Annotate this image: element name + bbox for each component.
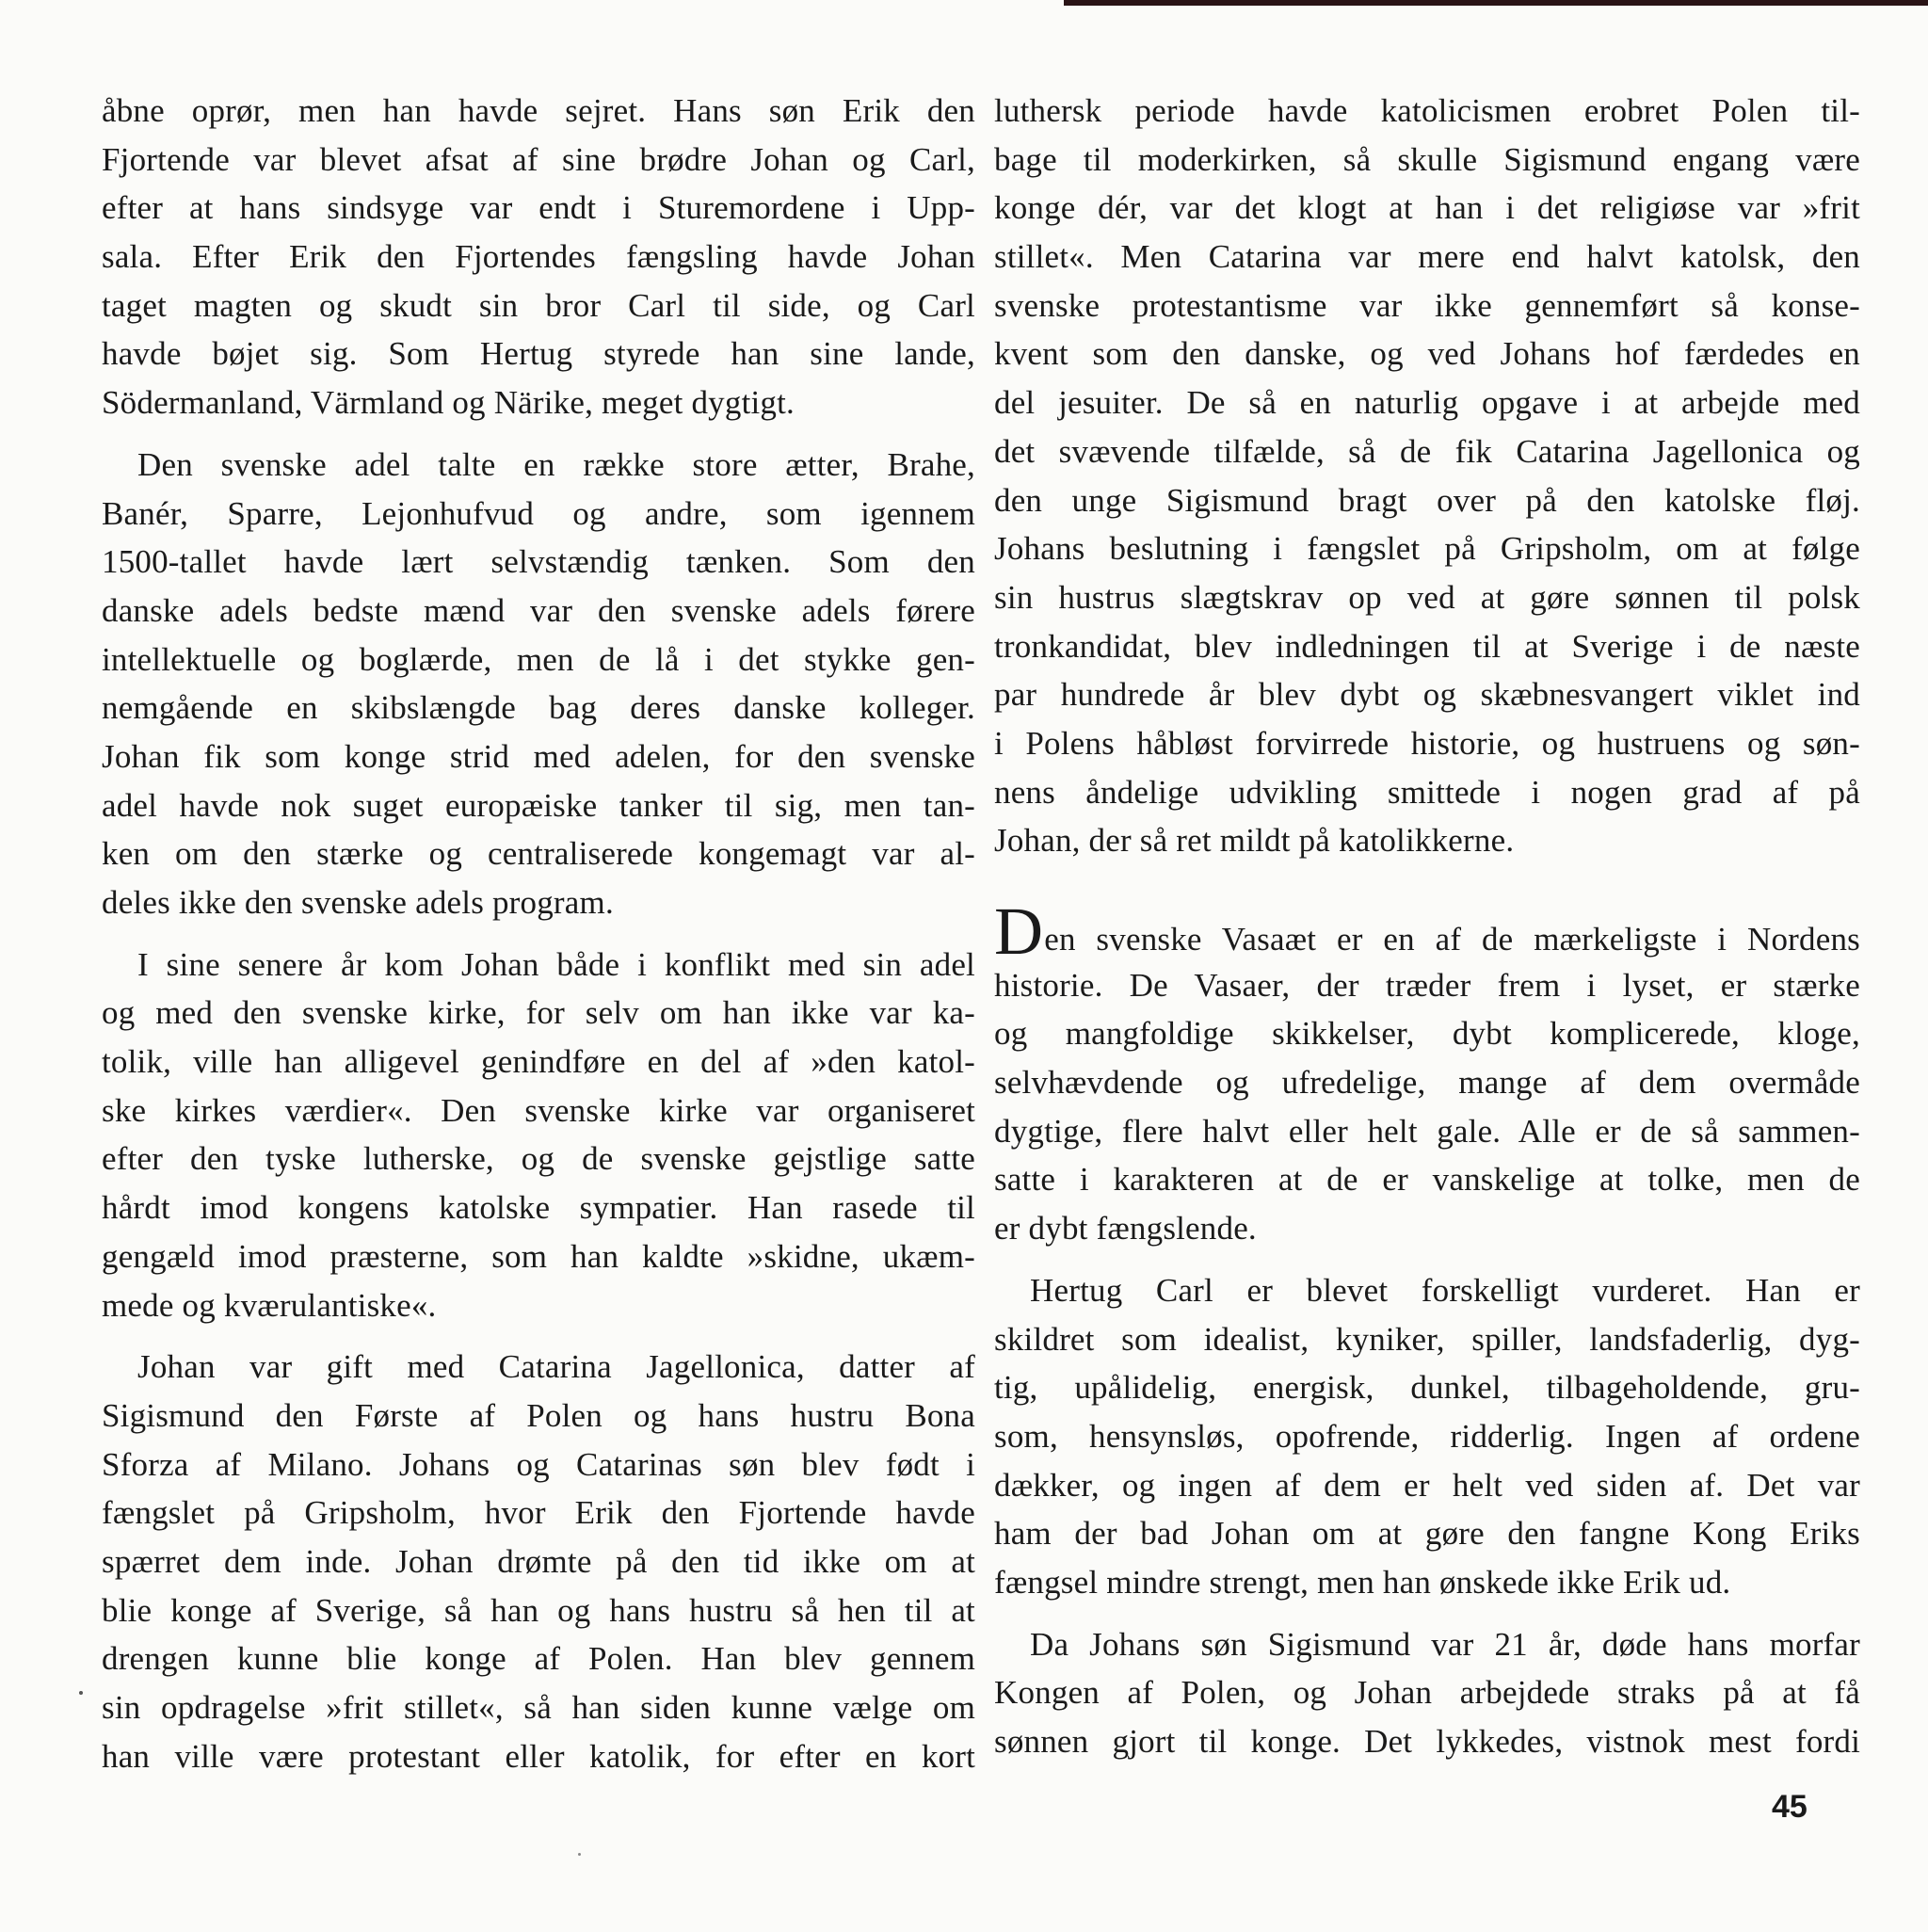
text-line-content: gengæld imod præsterne, som han kaldte »skidne, ukæm- — [102, 1237, 975, 1275]
page-number: 45 — [1772, 1789, 1808, 1825]
text-line — [102, 1038, 975, 1087]
text-line-content: Johans beslutning i fængslet på Gripsholm, om at følge — [994, 530, 1860, 568]
text-line — [994, 1155, 1860, 1204]
text-line — [102, 941, 975, 990]
text-line — [994, 87, 1860, 136]
right-column-paragraph-block — [994, 87, 1860, 865]
text-line — [102, 378, 975, 427]
text-line — [994, 670, 1860, 719]
scan-speck — [79, 1691, 83, 1695]
text-line-content: 1500-tallet havde lært selvstændig tænken. Som den — [102, 543, 975, 581]
text-line — [102, 733, 975, 781]
text-line-content: mede og kværulantiske«. — [102, 1286, 437, 1324]
text-line-content: ske kirkes værdier«. Den svenske kirke var organiseret — [102, 1091, 975, 1129]
text-line-content: danske adels bedste mænd var den svenske adels førere — [102, 591, 975, 629]
text-line — [994, 427, 1860, 476]
text-line — [102, 1441, 975, 1489]
text-line-content: Den svenske adel talte en række store ætter, Brahe, — [137, 445, 975, 483]
text-line-content: dækker, og ingen af dem er helt ved siden af. Det var — [994, 1466, 1860, 1504]
text-line — [102, 1634, 975, 1683]
text-line — [994, 136, 1860, 185]
right-text-column — [994, 87, 1860, 1766]
text-line — [102, 330, 975, 378]
text-line — [102, 1586, 975, 1635]
text-line — [994, 184, 1860, 233]
right-column-section-block — [994, 894, 1860, 1766]
text-line — [102, 441, 975, 490]
text-line-content: tolik, ville han alligevel genindføre en del af »den katol- — [102, 1043, 975, 1081]
text-line-content: intellektuelle og boglærde, men de lå i det stykke gen- — [102, 640, 975, 678]
text-line — [994, 1204, 1860, 1253]
text-line-content: er dybt fængslende. — [994, 1210, 1257, 1248]
text-line — [994, 378, 1860, 427]
text-line-content: åbne oprør, men han havde sejret. Hans søn Erik den — [102, 92, 975, 129]
text-line — [994, 1558, 1860, 1607]
text-line — [102, 1232, 975, 1281]
text-line — [102, 1392, 975, 1441]
text-line — [994, 1363, 1860, 1412]
text-line-content: par hundrede år blev dybt og skæbnesvangert viklet ind — [994, 676, 1860, 714]
text-line-content: Fjortende var blevet afsat af sine brødre Johan og Carl, — [102, 140, 975, 178]
text-line-content: sin opdragelse »frit stillet«, så han siden kunne vælge om — [102, 1689, 975, 1726]
text-line-content: hårdt imod kongens katolske sympatier. Han rasede til — [102, 1189, 975, 1227]
text-line-content: Sigismund den Første af Polen og hans hustru Bona — [102, 1396, 975, 1434]
text-line — [994, 768, 1860, 817]
text-line — [102, 136, 975, 185]
paragraph-gap — [102, 1329, 975, 1343]
text-line — [994, 1058, 1860, 1107]
text-line-content: adel havde nok suget europæiske tanker til sig, men tan- — [102, 786, 975, 824]
text-line-content: en svenske Vasaæt er en af de mærkeligste i Nordens — [1044, 921, 1860, 958]
text-line-content: fængsel mindre strengt, men han ønskede ikke Erik ud. — [994, 1563, 1731, 1601]
text-line-content: som, hensynsløs, opofrende, ridderlig. Ingen af ordene — [994, 1417, 1860, 1455]
text-line — [102, 1489, 975, 1538]
text-line-content: Da Johans søn Sigismund var 21 år, døde hans morfar — [1030, 1625, 1860, 1663]
scan-speck — [578, 1853, 581, 1856]
text-line — [102, 684, 975, 733]
text-line-content: I sine senere år kom Johan både i konflikt med sin adel — [137, 945, 975, 983]
text-line — [102, 87, 975, 136]
text-line — [994, 622, 1860, 671]
text-line-content: Kongen af Polen, og Johan arbejdede straks på at få — [994, 1674, 1860, 1712]
text-line — [102, 1538, 975, 1586]
text-line — [994, 1620, 1860, 1669]
text-line-content: satte i karakteren at de er vanskelige at tolke, men de — [994, 1161, 1860, 1199]
text-line-content: ham der bad Johan om at gøre den fangne Kong Eriks — [994, 1515, 1860, 1553]
text-line-content: og mangfoldige skikkelser, dybt komplicerede, kloge, — [994, 1015, 1860, 1053]
text-line — [102, 1732, 975, 1781]
text-line-content: dygtige, flere halvt eller helt gale. Alle er de så sammen- — [994, 1112, 1860, 1150]
text-line-content: blie konge af Sverige, så han og hans hustru så hen til at — [102, 1591, 975, 1629]
text-line-content: tig, upålidelig, energisk, dunkel, tilbageholdende, gru- — [994, 1369, 1860, 1407]
text-line-content: Banér, Sparre, Lejonhufvud og andre, som igennem — [102, 494, 975, 532]
text-line — [994, 719, 1860, 768]
text-line-content: luthersk periode havde katolicismen erobret Polen til- — [994, 92, 1860, 129]
drop-cap: D — [994, 894, 1044, 969]
text-line — [102, 829, 975, 878]
text-line-content: i Polens håbløst forvirrede historie, og hustruens og søn- — [994, 724, 1860, 762]
text-line-content: og med den svenske kirke, for selv om han ikke var ka- — [102, 994, 975, 1032]
text-line-content: sønnen gjort til konge. Det lykkedes, vistnok mest fordi — [994, 1723, 1860, 1760]
text-line-content: den unge Sigismund bragt over på den katolske fløj. — [994, 481, 1860, 519]
text-line-content: sala. Efter Erik den Fjortendes fængsling havde Johan — [102, 238, 975, 276]
text-line — [102, 636, 975, 684]
text-line — [994, 894, 1860, 969]
text-line — [102, 233, 975, 282]
text-line — [994, 524, 1860, 573]
text-line-content: Sforza af Milano. Johans og Catarinas søn blev født i — [102, 1445, 975, 1483]
text-line — [994, 961, 1860, 1010]
text-line — [994, 1668, 1860, 1717]
text-line-content: historie. De Vasaer, der træder frem i lyset, er stærke — [994, 966, 1860, 1004]
text-line — [994, 1461, 1860, 1510]
text-line-content: Hertug Carl er blevet forskelligt vurderet. Han er — [1030, 1271, 1860, 1309]
text-line-content: svenske protestantisme var ikke gennemført så konse- — [994, 286, 1860, 324]
text-line-content: del jesuiter. De så en naturlig opgave i at arbejde med — [994, 384, 1860, 422]
text-line — [994, 573, 1860, 622]
text-line — [994, 1412, 1860, 1461]
text-line — [994, 1009, 1860, 1058]
top-edge-rule — [1064, 0, 1928, 6]
text-line — [102, 989, 975, 1038]
text-line-content: Johan, der så ret mildt på katolikkerne. — [994, 822, 1515, 860]
text-line-content: konge dér, var det klogt at han i det religiøse var »frit — [994, 189, 1860, 227]
text-line — [994, 1107, 1860, 1156]
text-line-content: han ville være protestant eller katolik, for efter en kort — [102, 1737, 975, 1775]
text-line — [102, 1183, 975, 1232]
text-line-content: taget magten og skudt sin bror Carl til side, og Carl — [102, 286, 975, 324]
text-line-content: bage til moderkirken, så skulle Sigismund engang være — [994, 140, 1860, 178]
text-line-content: tronkandidat, blev indledningen til at Sverige i de næste — [994, 627, 1860, 665]
text-line — [102, 1087, 975, 1135]
text-line — [102, 878, 975, 927]
text-line — [102, 1281, 975, 1330]
paragraph-gap — [102, 927, 975, 941]
text-line — [994, 330, 1860, 378]
text-line-content: ken om den stærke og centraliserede kongemagt var al- — [102, 835, 975, 873]
text-line-content: spærret dem inde. Johan drømte på den tid ikke om at — [102, 1542, 975, 1580]
text-line — [994, 1717, 1860, 1766]
text-line — [102, 282, 975, 330]
text-line — [994, 1509, 1860, 1558]
text-line — [994, 1315, 1860, 1364]
text-line — [102, 1135, 975, 1183]
paragraph-gap — [994, 1253, 1860, 1266]
text-line-content: kvent som den danske, og ved Johans hof færdedes en — [994, 335, 1860, 373]
text-line-content: drengen kunne blie konge af Polen. Han blev gennem — [102, 1640, 975, 1678]
text-line-content: nens åndelige udvikling smittede i nogen grad af på — [994, 773, 1860, 811]
text-line-content: havde bøjet sig. Som Hertug styrede han sine lande, — [102, 335, 975, 373]
text-line-content: skildret som idealist, kyniker, spiller, landsfaderlig, dyg- — [994, 1320, 1860, 1358]
left-text-column — [102, 87, 975, 1780]
text-line-content: nemgående en skibslængde bag deres danske kolleger. — [102, 689, 975, 727]
text-line — [102, 538, 975, 587]
paragraph-gap — [102, 427, 975, 441]
paragraph-gap — [994, 1607, 1860, 1620]
text-line — [102, 587, 975, 636]
text-line-content: deles ikke den svenske adels program. — [102, 884, 614, 921]
text-line — [102, 490, 975, 539]
text-line-content: selvhævdende og ufredelige, mange af dem overmåde — [994, 1064, 1860, 1102]
text-line-content: efter at hans sindsyge var endt i Sturemordene i Upp- — [102, 189, 975, 227]
text-line-content: det svævende tilfælde, så de fik Catarina Jagellonica og — [994, 432, 1860, 470]
text-line-content: Johan fik som konge strid med adelen, for den svenske — [102, 737, 975, 775]
text-line-content: efter den tyske lutherske, og de svenske gejstlige satte — [102, 1140, 975, 1178]
text-line-content: Södermanland, Värmland og Närike, meget dygtigt. — [102, 384, 795, 422]
text-line — [102, 1683, 975, 1732]
text-line — [994, 282, 1860, 330]
section-break — [994, 865, 1860, 912]
text-line — [102, 781, 975, 830]
text-line — [102, 1343, 975, 1392]
text-line — [994, 1266, 1860, 1315]
text-line — [102, 184, 975, 233]
text-line-content: fængslet på Gripsholm, hvor Erik den Fjortende havde — [102, 1494, 975, 1532]
text-line-content: stillet«. Men Catarina var mere end halvt katolsk, den — [994, 238, 1860, 276]
text-line — [994, 816, 1860, 865]
text-line — [994, 476, 1860, 525]
text-line — [994, 233, 1860, 282]
text-line-content: Johan var gift med Catarina Jagellonica, datter af — [137, 1348, 975, 1386]
text-line-content: sin hustrus slægtskrav op ved at gøre sønnen til polsk — [994, 578, 1860, 616]
